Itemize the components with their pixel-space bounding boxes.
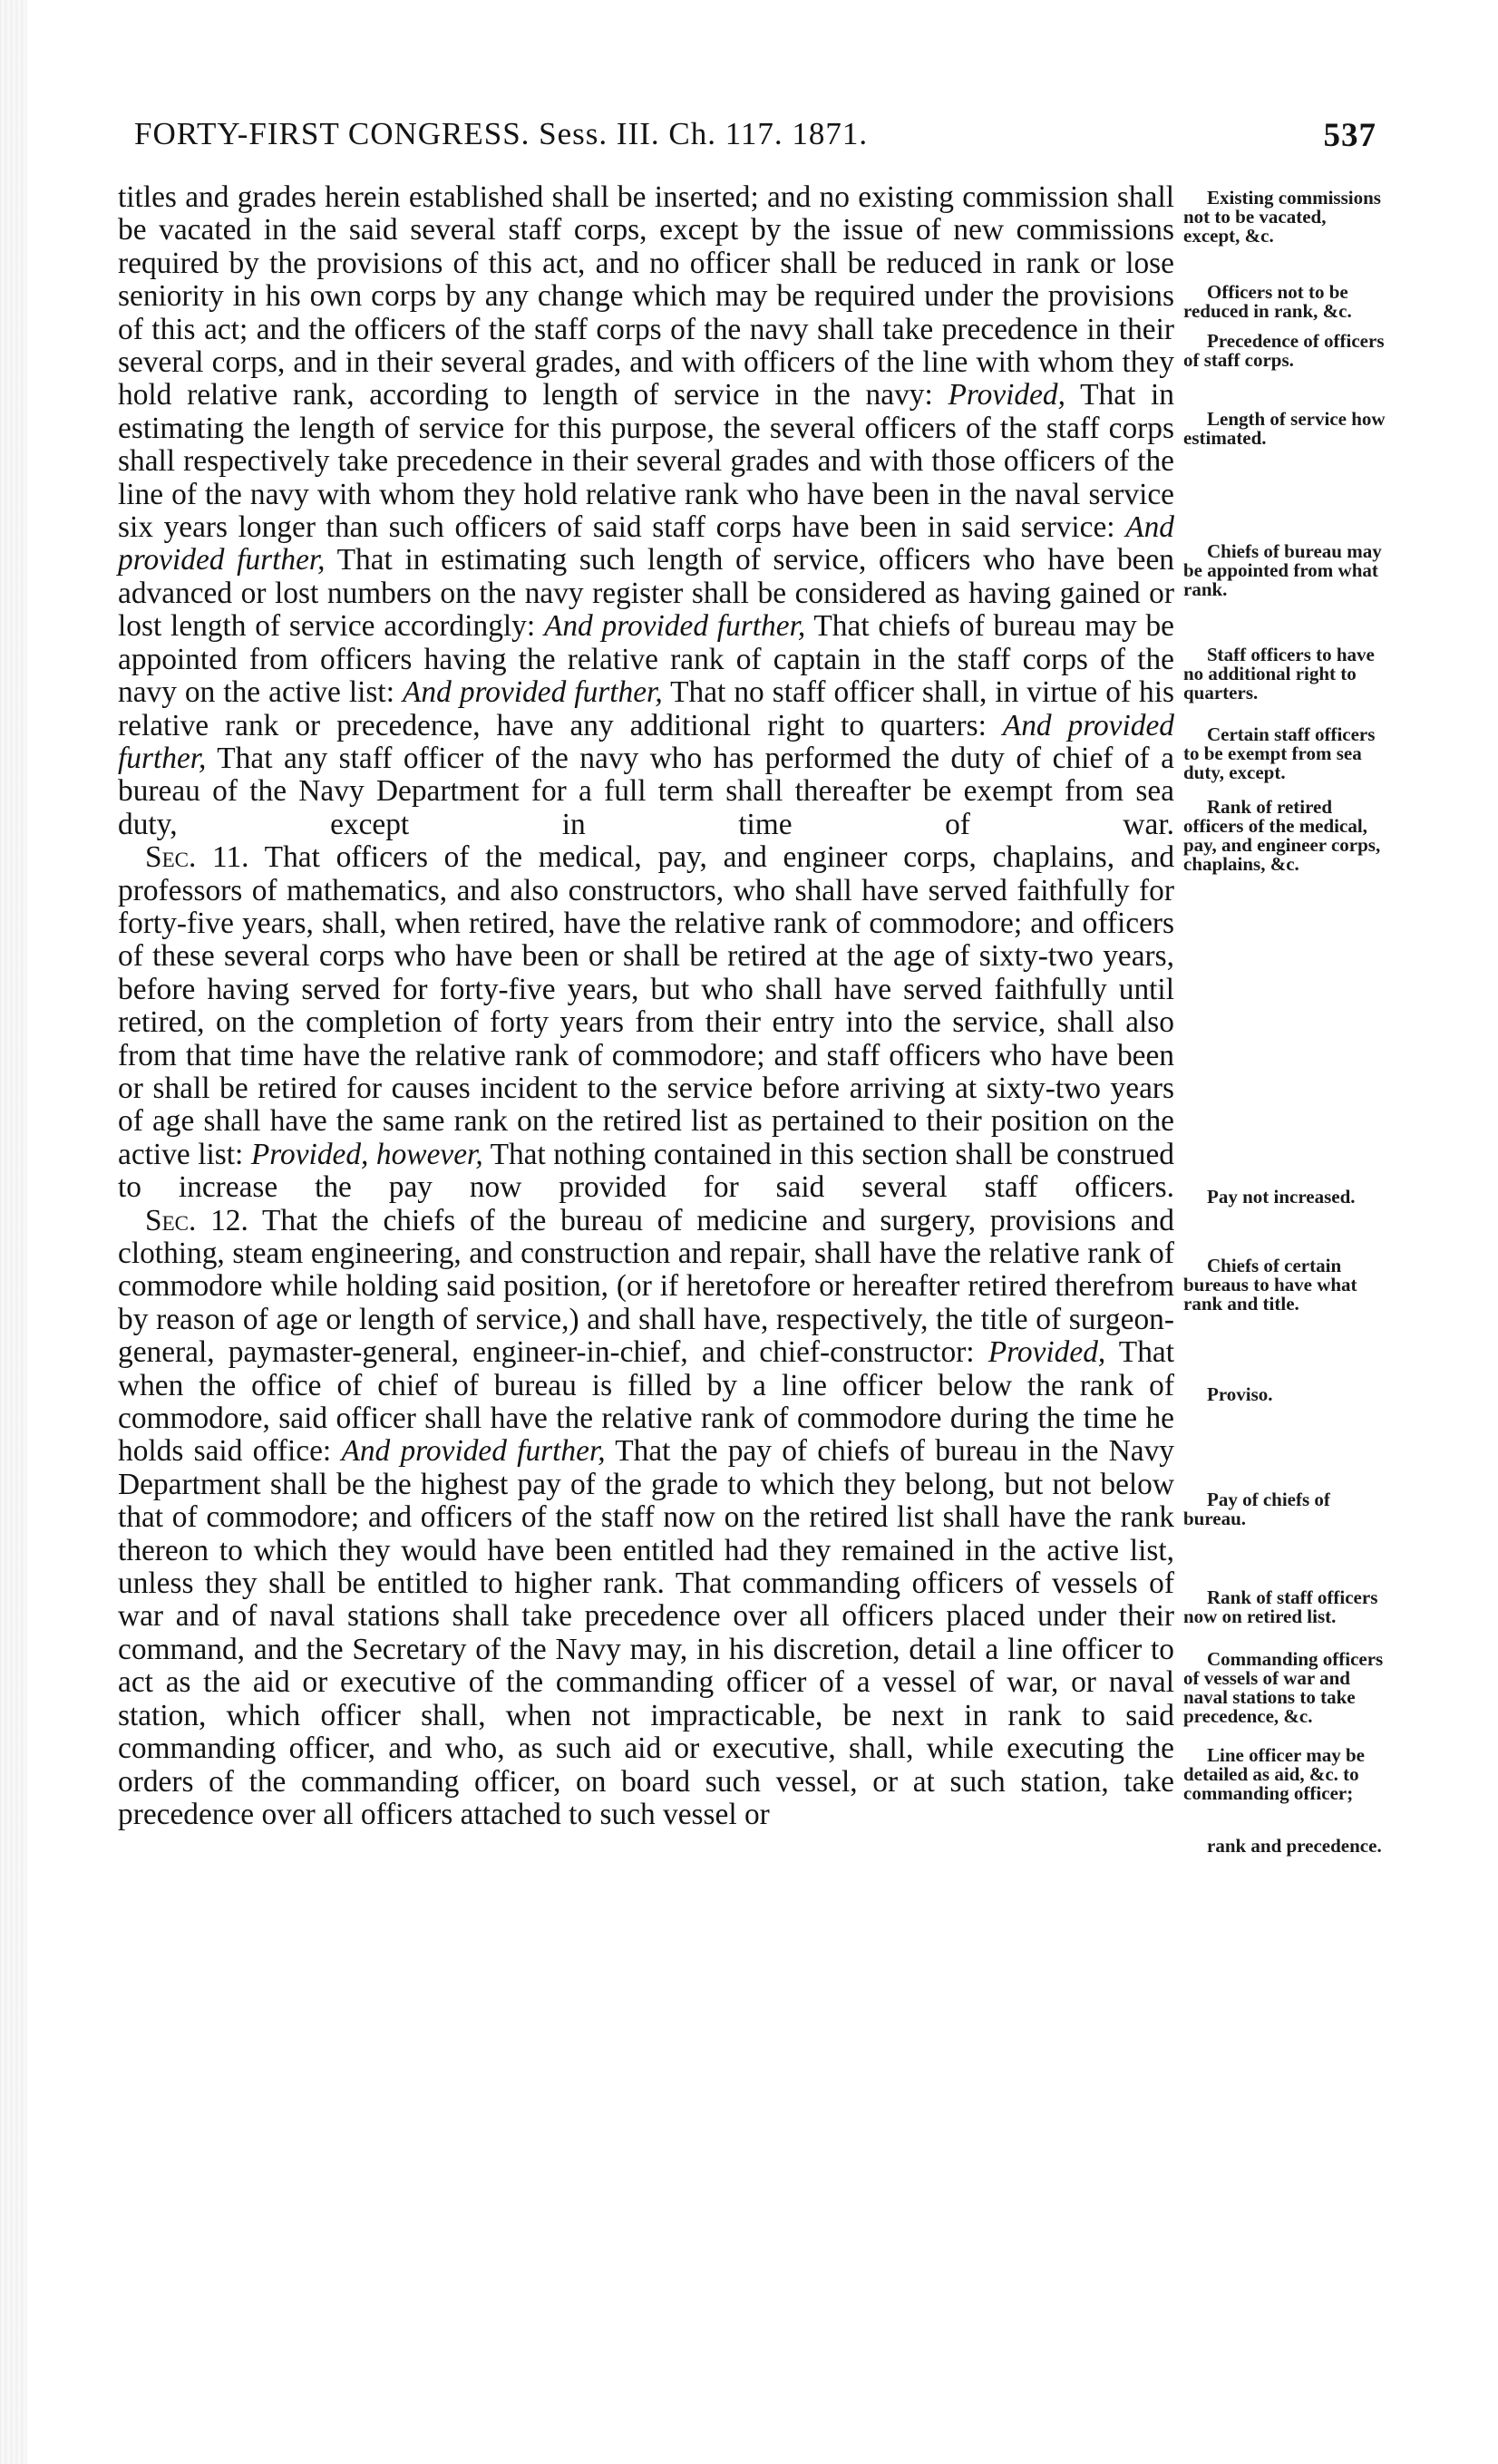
running-header	[134, 107, 1376, 161]
margin-note: Precedence of officers of staff corps.	[1183, 330, 1385, 371]
margin-note: Line officer may be detailed as aid, &c. to commanding officer;	[1183, 1744, 1365, 1804]
paragraph-continued	[118, 181, 1174, 841]
section-11	[118, 841, 1174, 1204]
text-run: That the pay of chiefs of bureau in the Navy Department shall be the highest pay of the grade to which they belong, but not below that of commodore; and officers of the staff now on the retired list shall have the rank thereon to which they would have been entitled had they remained in the active list, unless they shall be entitled to higher rank. That commanding officers of vessels of war and of naval stations shall take precedence over all officers placed under their command, and the Secretary of the Navy may, in his discretion, detail a line officer to act as the aid or executive of the commanding officer of a vessel of war, or naval station, which officer shall, when not impracticable, be next in rank to said commanding officer, and who, as such aid or executive, shall, while executing the orders of the commanding officer, on board such vessel, or at such station, take precedence over all officers attached to such vessel or	[118, 1434, 1175, 1831]
section-label: Sec. 12.	[145, 1203, 248, 1237]
scan-edge	[0, 0, 27, 2464]
text-run: That no staff officer shall, in virtue of his relative rank or precedence, have any additional right to quarters:	[118, 675, 1175, 742]
italic-proviso: Provided, however,	[250, 1137, 483, 1171]
margin-note: Pay not increased.	[1207, 1186, 1356, 1208]
margin-note: Length of service how estimated.	[1183, 408, 1386, 449]
page-number: 537	[1323, 117, 1376, 154]
margin-note: Staff officers to have no additional right to quarters.	[1183, 644, 1375, 703]
italic-proviso: And provided further,	[543, 609, 806, 644]
text-run: titles and grades herein established shall be inserted; and no existing commission shall be vacated in the said several staff corps, except by the issue of new commissions required by the provisions of this act, and no officer shall be reduced in rank or lose seniority in his own corps by any change which may be required under the provisions of this act; and the officers of the staff corps of the navy shall take precedence in their several corps, and in their several grades, and with officers of the line with whom they hold relative rank, according to length of service in the navy:	[118, 180, 1174, 412]
section-label: Sec. 11.	[145, 840, 249, 875]
margin-note: Officers not to be reduced in rank, &c.	[1183, 281, 1352, 322]
main-text	[118, 181, 1174, 1831]
text-run: That in estimating such length of service, officers who have been advanced or lost numbers on the navy register shall be considered as having gained or lost length of service accordingly:	[118, 543, 1175, 644]
margin-note: Rank of retired officers of the medical, pay, and engineer corps, chaplains, &c.	[1183, 796, 1381, 875]
margin-note: Pay of chiefs of bureau.	[1183, 1489, 1330, 1529]
text-run: That in estimating the length of service for this purpose, the several officers of the staff corps shall respectively take precedence in their several grades and with those officers of the line of the navy with whom they hold relative rank who have been in the naval service six years longer than such officers of said staff corps have been in said service:	[118, 378, 1174, 545]
text-run: That any staff officer of the navy who has performed the duty of chief of a bureau of the Navy Department for a full term shall thereafter be exempt from sea duty, except in time of war.	[118, 741, 1174, 841]
text-run: That when the office of chief of bureau is filled by a line officer below the rank of commodore, said officer shall have the relative rank of commodore during the time he holds said office:	[118, 1335, 1174, 1469]
italic-proviso: And provided further,	[341, 1434, 606, 1469]
text-run: That the chiefs of the bureau of medicine and surgery, provisions and clothing, steam engineering, and construction and repair, shall have the relative rank of commodore while holding said position, (or if heretofore or hereafter retired therefrom by reason of age or length of service,) and shall have, respectively, the title of surgeon-general, paymaster-general, engineer-in-chief, and chief-constructor:	[118, 1203, 1174, 1370]
italic-proviso: Provided,	[987, 1335, 1106, 1370]
running-head: FORTY-FIRST CONGRESS. Sess. III. Ch. 117. 1871.	[134, 116, 869, 151]
margin-note: Rank of staff officers now on retired list.	[1183, 1586, 1378, 1627]
margin-note: Commanding officers of vessels of war and naval stations to take precedence, &c.	[1183, 1648, 1384, 1727]
text-run: That chiefs of bureau may be appointed from officers having the relative rank of captain in the staff corps of the navy on the active list:	[118, 609, 1174, 710]
text-run: That officers of the medical, pay, and engineer corps, chaplains, and professors of mathematics, and also constructors, who shall have served faithfully for forty-five years, shall, when retired, have the relative rank of commodore; and officers of these several corps who have been or shall be retired at the age of sixty-two years, before having served for forty-five years, but who shall have served faithfully until retired, on the completion of forty years from their entry into the service, shall also from that time have the relative rank of commodore; and staff officers who have been or shall be retired for causes incident to the service before arriving at sixty-two years of age shall have the same rank on the retired list as pertained to their position on the active list:	[118, 840, 1175, 1171]
margin-note: Chiefs of certain bureaus to have what rank and title.	[1183, 1255, 1357, 1314]
italic-proviso: And provided further,	[118, 708, 1174, 775]
margin-note: Chiefs of bureau may be appointed from what rank.	[1183, 540, 1382, 600]
italic-proviso: Provided,	[948, 378, 1065, 412]
italic-proviso: And provided further,	[118, 510, 1174, 577]
section-12	[118, 1205, 1174, 1832]
margin-note: Certain staff officers to be exempt from sea duty, except.	[1183, 723, 1376, 783]
margin-note: Proviso.	[1207, 1383, 1273, 1405]
italic-proviso: And provided further,	[403, 675, 663, 710]
text-run: That nothing contained in this section shall be construed to increase the pay now provided for said several staff officers.	[118, 1137, 1174, 1205]
margin-note: rank and precedence.	[1207, 1835, 1382, 1857]
margin-note: Existing commissions not to be vacated, except, &c.	[1183, 187, 1381, 247]
